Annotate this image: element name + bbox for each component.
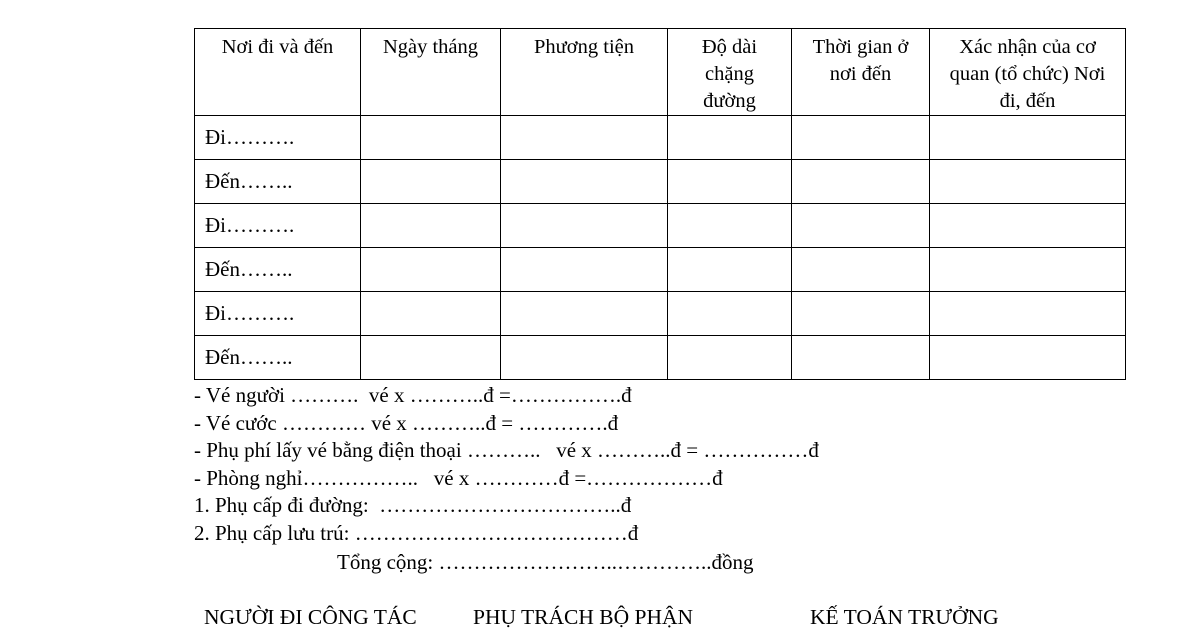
vehicle-cell[interactable] bbox=[501, 292, 668, 336]
table-header-row bbox=[195, 29, 1126, 116]
route-cell[interactable]: Đến…….. bbox=[195, 336, 361, 380]
header-stay-time bbox=[792, 29, 930, 116]
date-cell[interactable] bbox=[361, 204, 501, 248]
header-confirmation-text: Xác nhận của cơ quan (tổ chức) Nơi đi, đến bbox=[949, 36, 1106, 112]
stay-allowance-line: 2. Phụ cấp lưu trú: …………………………………đ bbox=[194, 520, 639, 545]
itinerary-table bbox=[194, 28, 1126, 380]
signature-department-head: PHỤ TRÁCH BỘ PHẬN bbox=[473, 605, 694, 629]
header-distance-text: Độ dài chặng đường bbox=[701, 36, 758, 112]
vehicle-cell[interactable] bbox=[501, 248, 668, 292]
header-confirmation bbox=[930, 29, 1126, 116]
confirmation-cell[interactable] bbox=[930, 248, 1126, 292]
header-date: Ngày tháng bbox=[361, 29, 501, 116]
confirmation-cell[interactable] bbox=[930, 116, 1126, 160]
stay-time-cell[interactable] bbox=[792, 292, 930, 336]
table-row bbox=[195, 248, 1126, 292]
stay-time-cell[interactable] bbox=[792, 116, 930, 160]
route-cell[interactable]: Đi………. bbox=[195, 292, 361, 336]
header-stay-time-text: Thời gian ở nơi đến bbox=[812, 36, 909, 85]
passenger-ticket-line: - Vé người ………. vé x ………..đ =…………….đ bbox=[194, 383, 632, 407]
route-cell[interactable]: Đến…….. bbox=[195, 248, 361, 292]
vehicle-cell[interactable] bbox=[501, 204, 668, 248]
confirmation-cell[interactable] bbox=[930, 204, 1126, 248]
distance-cell[interactable] bbox=[668, 204, 792, 248]
stay-time-cell[interactable] bbox=[792, 248, 930, 292]
travel-allowance-line: 1. Phụ cấp đi đường: ……………………………..đ bbox=[194, 493, 632, 517]
date-cell[interactable] bbox=[361, 116, 501, 160]
table-row bbox=[195, 336, 1126, 380]
date-cell[interactable] bbox=[361, 336, 501, 380]
date-cell[interactable] bbox=[361, 292, 501, 336]
distance-cell[interactable] bbox=[668, 160, 792, 204]
confirmation-cell[interactable] bbox=[930, 160, 1126, 204]
grand-total-line: Tổng cộng: ……………………..…………..đồng bbox=[337, 550, 754, 574]
freight-ticket-line: - Vé cước ………… vé x ………..đ = ………….đ bbox=[194, 410, 619, 435]
lodging-line: - Phòng nghỉ…………….. vé x …………đ =………………đ bbox=[194, 465, 723, 490]
distance-cell[interactable] bbox=[668, 116, 792, 160]
stay-time-cell[interactable] bbox=[792, 160, 930, 204]
distance-cell[interactable] bbox=[668, 292, 792, 336]
vehicle-cell[interactable] bbox=[501, 336, 668, 380]
stay-time-cell[interactable] bbox=[792, 204, 930, 248]
date-cell[interactable] bbox=[361, 160, 501, 204]
confirmation-cell[interactable] bbox=[930, 336, 1126, 380]
distance-cell[interactable] bbox=[668, 248, 792, 292]
route-cell[interactable]: Đến…….. bbox=[195, 160, 361, 204]
header-distance bbox=[668, 29, 792, 116]
confirmation-cell[interactable] bbox=[930, 292, 1126, 336]
vehicle-cell[interactable] bbox=[501, 160, 668, 204]
phone-booking-fee-line: - Phụ phí lấy vé bằng điện thoại ……….. vé x ………..đ = ……………đ bbox=[194, 438, 819, 462]
distance-cell[interactable] bbox=[668, 336, 792, 380]
signature-traveler: NGƯỜI ĐI CÔNG TÁC bbox=[204, 605, 417, 629]
date-cell[interactable] bbox=[361, 248, 501, 292]
route-cell[interactable]: Đi………. bbox=[195, 204, 361, 248]
signature-chief-accountant: KẾ TOÁN TRƯỞNG bbox=[810, 605, 999, 629]
vehicle-cell[interactable] bbox=[501, 116, 668, 160]
stay-time-cell[interactable] bbox=[792, 336, 930, 380]
header-route: Nơi đi và đến bbox=[195, 29, 361, 116]
expense-lines bbox=[194, 382, 819, 547]
header-vehicle: Phương tiện bbox=[501, 29, 668, 116]
route-cell[interactable]: Đi………. bbox=[195, 116, 361, 160]
table-row bbox=[195, 292, 1126, 336]
table-row bbox=[195, 204, 1126, 248]
table-row bbox=[195, 116, 1126, 160]
table-row bbox=[195, 160, 1126, 204]
